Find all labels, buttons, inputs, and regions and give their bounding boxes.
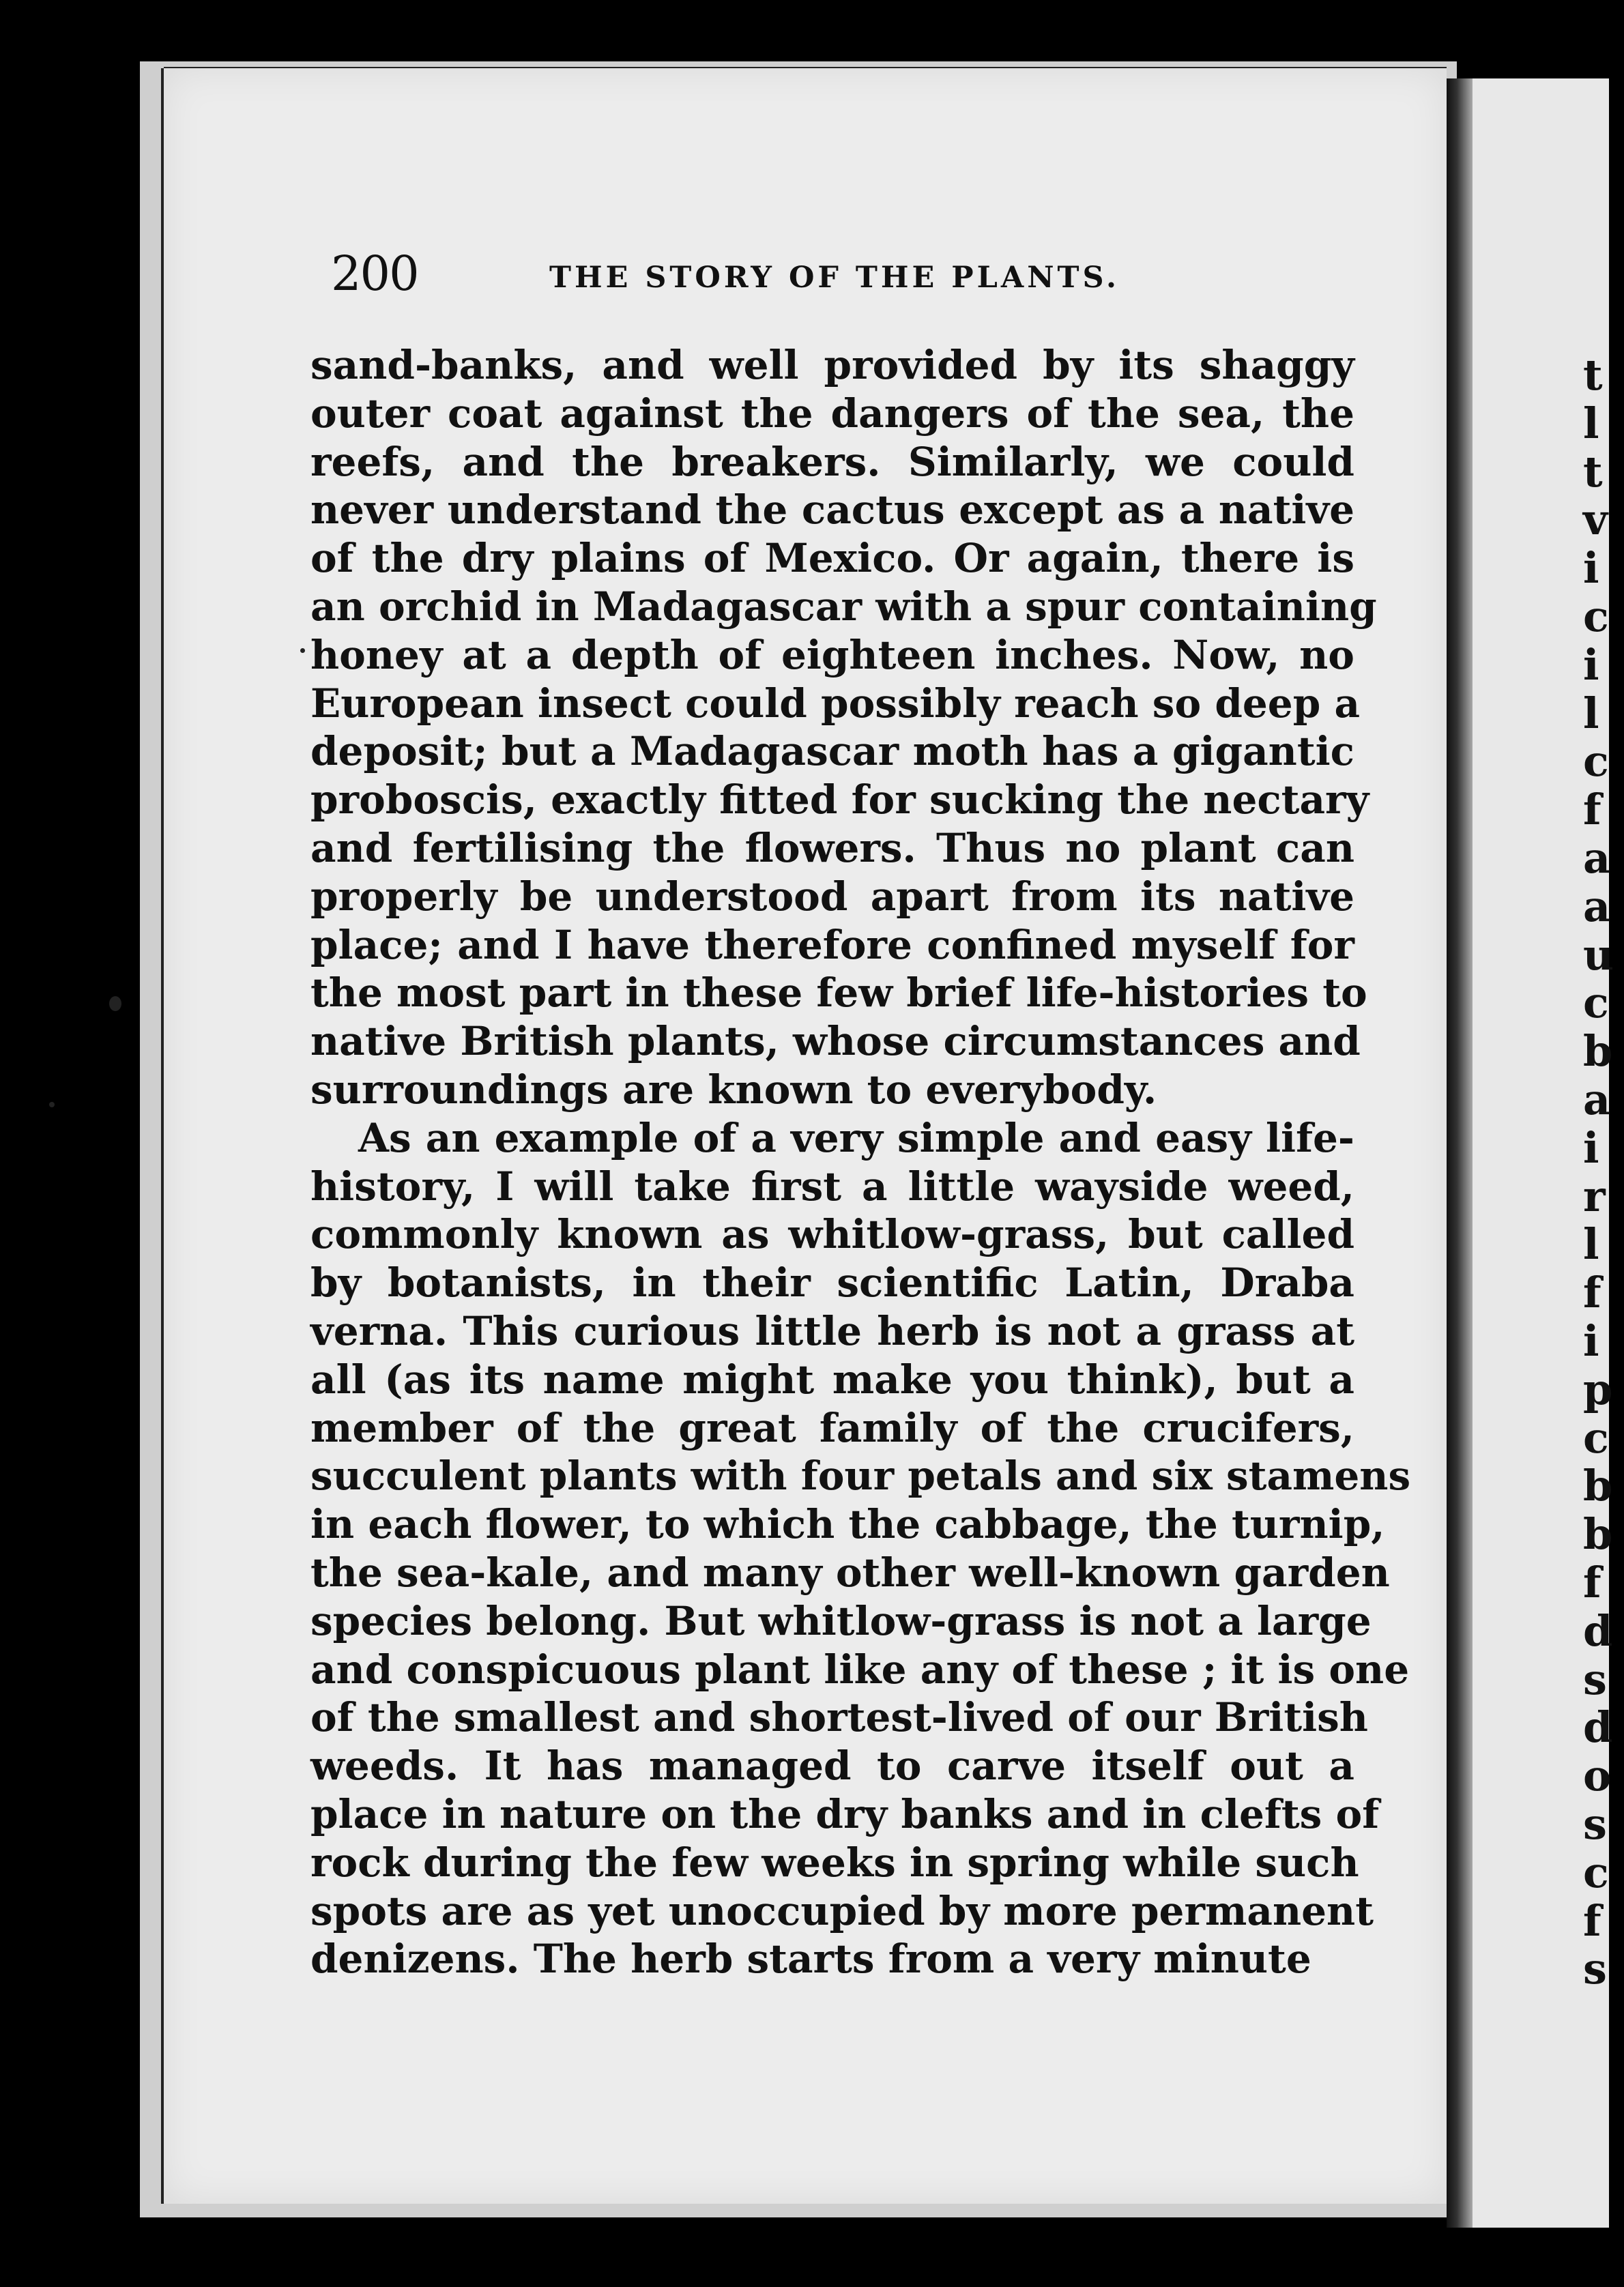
- text-line: of the dry plains of Mexico. Or again, there is: [310, 535, 1354, 582]
- facing-page-fragment: f: [1583, 1268, 1601, 1318]
- facing-page-fragment: c: [1583, 978, 1609, 1028]
- text-line: and fertilising the flowers. Thus no plant can: [310, 824, 1354, 871]
- text-line: honey at a depth of eighteen inches. Now, no: [310, 631, 1354, 678]
- facing-page-fragment: s: [1583, 1798, 1607, 1849]
- facing-page-fragment: s: [1583, 1654, 1607, 1704]
- text-line: never understand the cactus except as a native: [310, 486, 1354, 534]
- facing-page-fragment: v: [1583, 495, 1608, 545]
- text-line: the sea-kale, and many other well-known garden: [310, 1549, 1390, 1596]
- facing-page-fragment: i: [1583, 1315, 1599, 1366]
- margin-speck: [300, 648, 305, 653]
- facing-page-fragment: d: [1583, 1702, 1613, 1753]
- text-line: reefs, and the breakers. Similarly, we could: [310, 438, 1354, 485]
- facing-page-fragment: i: [1583, 1122, 1599, 1173]
- text-line: succulent plants with four petals and six stamens: [310, 1453, 1411, 1500]
- facing-page-fragment: p: [1583, 1364, 1613, 1414]
- facing-page-fragment: f: [1583, 785, 1601, 835]
- facing-page-fragment: u: [1583, 929, 1614, 980]
- text-line: native British plants, whose circumstances and: [310, 1018, 1361, 1065]
- text-line: deposit; but a Madagascar moth has a gigantic: [310, 728, 1354, 775]
- text-line: of the smallest and shortest-lived of our British: [310, 1694, 1368, 1741]
- facing-page-fragment: i: [1583, 543, 1599, 594]
- page-header: [331, 246, 1348, 307]
- facing-page: [1447, 78, 1614, 2228]
- text-line: the most part in these few brief life-histories to: [310, 970, 1367, 1017]
- facing-page-fragment: t: [1583, 446, 1603, 497]
- facing-page-fragment: c: [1583, 591, 1609, 641]
- facing-page-fragment: s: [1583, 1944, 1607, 1994]
- facing-page-fragment: b: [1583, 1509, 1613, 1560]
- margin-speck: [109, 996, 121, 1011]
- facing-page-fragment: a: [1583, 1074, 1611, 1124]
- facing-page-fragment: f: [1583, 1557, 1601, 1607]
- facing-page-fragment: c: [1583, 1847, 1609, 1897]
- facing-page-fragment: c: [1583, 736, 1609, 787]
- body-text: [310, 341, 1411, 1983]
- facing-page-fragment: b: [1583, 1461, 1613, 1511]
- facing-page-fragment: l: [1583, 688, 1599, 738]
- running-title: THE STORY OF THE PLANTS.: [549, 261, 1120, 295]
- margin-speck: [49, 1102, 55, 1107]
- text-line: species belong. But whitlow-grass is not a large: [310, 1597, 1372, 1644]
- facing-page-fragment: b: [1583, 1026, 1613, 1077]
- text-line: commonly known as whitlow-grass, but called: [310, 1211, 1354, 1258]
- facing-page-fragment: t: [1583, 350, 1603, 400]
- text-line: member of the great family of the crucifers,: [310, 1404, 1354, 1451]
- facing-page-fragment: f: [1583, 1895, 1601, 1946]
- text-line: an orchid in Madagascar with a spur containing: [310, 583, 1377, 630]
- facing-page-fragment: d: [1583, 1605, 1613, 1656]
- text-line: As an example of a very simple and easy life-: [358, 1114, 1354, 1161]
- facing-page-text-fragments: [1583, 351, 1624, 1994]
- facing-page-fragment: l: [1583, 1219, 1599, 1270]
- text-line: spots are as yet unoccupied by more permanent: [310, 1887, 1374, 1934]
- text-line: all (as its name might make you think), but a: [310, 1356, 1354, 1403]
- facing-page-fragment: c: [1583, 1412, 1609, 1463]
- text-line: and conspicuous plant like any of these ; it is one: [310, 1646, 1410, 1693]
- text-line: by botanists, in their scientific Latin, Draba: [310, 1259, 1354, 1307]
- facing-page-fragment: l: [1583, 398, 1599, 448]
- text-line: place; and I have therefore confined myself for: [310, 921, 1354, 968]
- text-line: place in nature on the dry banks and in clefts of: [310, 1790, 1380, 1837]
- text-line: surroundings are known to everybody.: [310, 1066, 1157, 1113]
- text-line: rock during the few weeks in spring while such: [310, 1839, 1359, 1886]
- facing-page-fragment: o: [1583, 1751, 1612, 1801]
- text-line: weeds. It has managed to carve itself out a: [310, 1743, 1354, 1790]
- book-gutter: [1447, 78, 1473, 2228]
- text-line: in each flower, to which the cabbage, the turnip,: [310, 1501, 1385, 1548]
- text-line: sand-banks, and well provided by its shaggy: [310, 342, 1354, 388]
- facing-page-fragment: i: [1583, 639, 1599, 690]
- text-line: proboscis, exactly fitted for sucking the nectary: [310, 776, 1369, 824]
- text-line: European insect could possibly reach so deep a: [310, 680, 1361, 727]
- text-line: denizens. The herb starts from a very minute: [310, 1936, 1311, 1983]
- text-line: properly be understood apart from its native: [310, 873, 1354, 920]
- facing-page-fragment: r: [1583, 1171, 1606, 1221]
- text-line: verna. This curious little herb is not a grass at: [310, 1307, 1354, 1354]
- page-number: 200: [331, 246, 418, 302]
- facing-page-fragment: a: [1583, 832, 1611, 883]
- text-line: outer coat against the dangers of the sea, the: [310, 390, 1354, 437]
- text-line: history, I will take first a little wayside weed,: [310, 1163, 1354, 1210]
- facing-page-fragment: a: [1583, 881, 1611, 931]
